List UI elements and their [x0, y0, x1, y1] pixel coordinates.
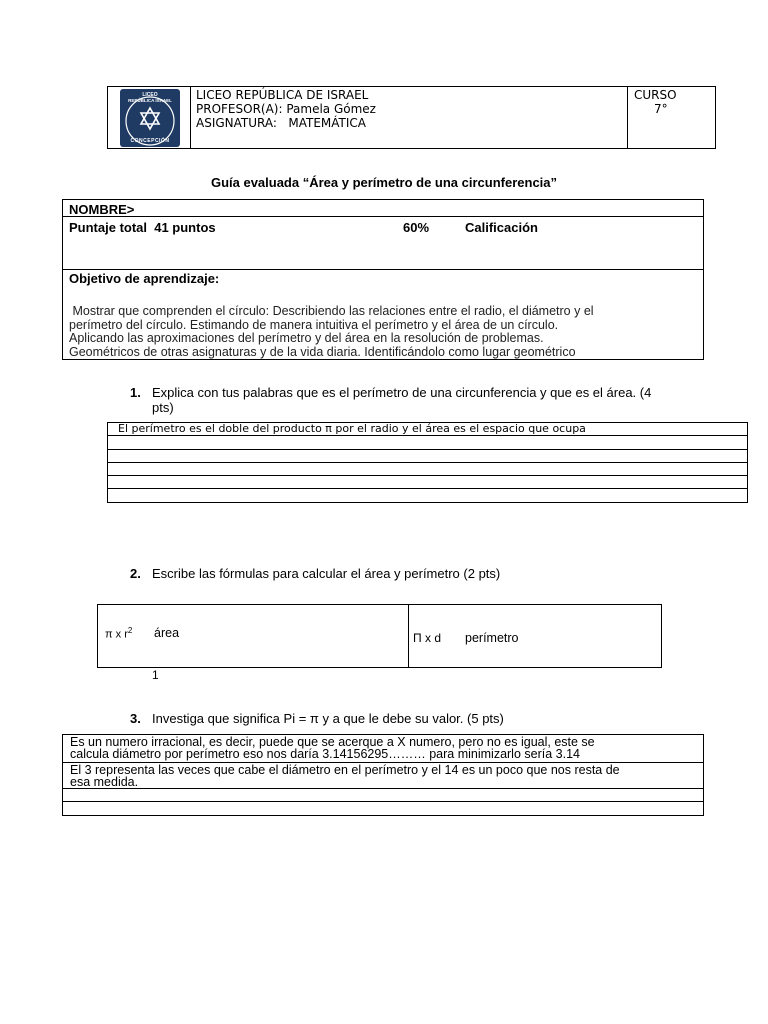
area-formula-text: π x r — [105, 628, 128, 641]
curso-cell — [628, 87, 715, 148]
formula-divider — [408, 605, 409, 667]
area-label: área — [154, 626, 180, 640]
curso-label: CURSO — [634, 88, 677, 102]
answer-row[interactable] — [108, 462, 748, 475]
perimeter-label: perímetro — [465, 631, 519, 645]
question-1-number: 1. — [130, 385, 141, 400]
school-info-cell — [190, 87, 628, 148]
percent-value: 60% — [403, 220, 430, 235]
answer-row[interactable] — [108, 489, 748, 502]
perimeter-formula[interactable]: Π x d — [413, 631, 442, 645]
question-3-number: 3. — [130, 711, 141, 726]
formula-box — [97, 604, 662, 668]
question-1-answer-table — [107, 422, 748, 503]
school-name: LICEO REPÚBLICA DE ISRAEL — [196, 88, 369, 102]
answer-cell[interactable] — [108, 489, 748, 502]
answer-cell[interactable] — [108, 462, 748, 475]
question-3-text: Investiga que significa Pi = π y a que le debe su valor. (5 pts) — [152, 711, 504, 726]
teacher-name: PROFESOR(A): Pamela Gómez — [196, 102, 376, 116]
school-logo-cell — [108, 87, 191, 148]
name-label: NOMBRE> — [69, 202, 135, 217]
answer-line: El 3 representa las veces que cabe el diámetro en el perímetro y el 14 es un poco que nos resta de — [70, 763, 620, 777]
answer-line: Es un numero irracional, es decir, puede que se acerque a X numero, pero no es igual, este se — [70, 735, 595, 749]
objective-label: Objetivo de aprendizaje: — [69, 271, 220, 286]
grade-label: Calificación — [465, 220, 538, 235]
answer-cell[interactable] — [108, 436, 748, 449]
curso-value: 7° — [654, 102, 668, 116]
area-formula[interactable] — [105, 626, 132, 641]
page-title: Guía evaluada “Área y perímetro de una circunferencia” — [210, 175, 558, 190]
logo-bottom-text: CONCEPCIÓN — [130, 138, 170, 144]
question-2-number: 2. — [130, 566, 141, 581]
answer-cell[interactable]: El perímetro es el doble del producto π por el radio y el área es el espacio que ocupa — [108, 423, 748, 436]
question-3-answer-table — [62, 734, 704, 816]
area-formula-exponent: 2 — [127, 626, 133, 635]
answer-row[interactable] — [108, 476, 748, 489]
subject-name: ASIGNATURA: MATEMÁTICA — [196, 116, 366, 130]
answer-line: esa medida. — [70, 775, 139, 789]
answer-row[interactable] — [63, 802, 703, 815]
answer-row[interactable] — [108, 423, 748, 436]
objective-line: Aplicando las aproximaciones del perímetro y del área en la resolución de problemas. — [69, 331, 544, 345]
answer-row[interactable] — [108, 449, 748, 462]
question-2-text: Escribe las fórmulas para calcular el área y perímetro (2 pts) — [152, 566, 501, 581]
score-label: Puntaje total 41 puntos — [69, 220, 216, 235]
question-1-text — [152, 385, 722, 415]
objective-text — [69, 305, 699, 359]
objective-line: Mostrar que comprenden el círculo: Describiendo las relaciones entre el radio, el diámetro y el — [69, 304, 594, 318]
student-info-box — [62, 199, 704, 360]
answer-row[interactable] — [63, 735, 703, 763]
answer-row[interactable] — [108, 436, 748, 449]
answer-cell[interactable] — [108, 449, 748, 462]
divider — [63, 269, 703, 270]
answer-line: calcula diámetro por perímetro eso nos daría 3.14156295……… para minimizarlo sería 3.14 — [70, 747, 580, 761]
objective-line: Geométricos de otras asignaturas y de la vida diaria. Identificándolo como lugar geométrico — [69, 344, 576, 359]
answer-cell[interactable] — [108, 476, 748, 489]
objective-line: perímetro del círculo. Estimando de manera intuitiva el perímetro y el área de un círculo. — [69, 317, 559, 332]
footnote-number: 1 — [152, 668, 159, 682]
logo-top-text: LICEO — [142, 92, 158, 98]
divider — [63, 216, 703, 217]
logo-mid-text: REPÚBLICA ISRAEL — [128, 98, 172, 103]
answer-row[interactable] — [63, 763, 703, 789]
question-1-line: Explica con tus palabras que es el perímetro de una circunferencia y que es el área. (4 — [152, 385, 652, 400]
header-table — [107, 86, 716, 149]
answer-row[interactable] — [63, 789, 703, 802]
question-1-line: pts) — [152, 400, 174, 415]
